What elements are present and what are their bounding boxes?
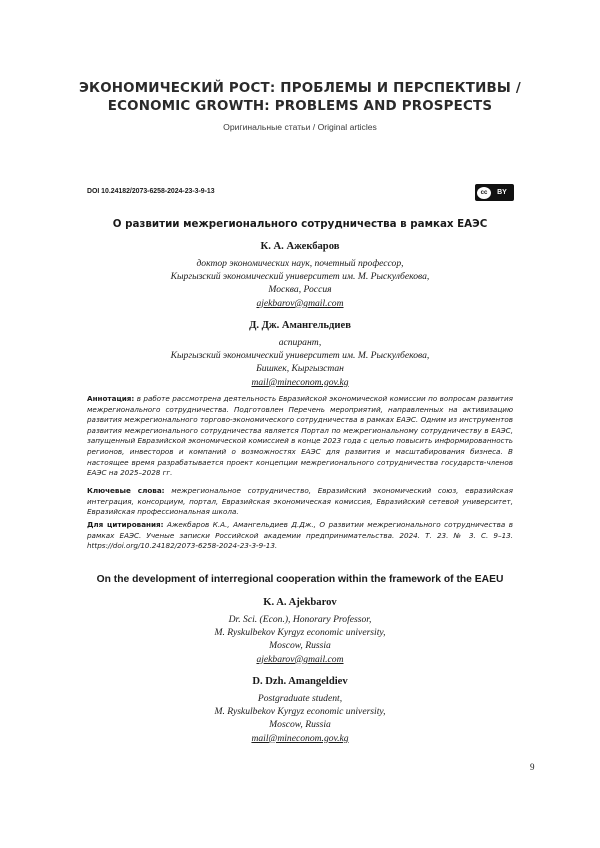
section-title-en: ECONOMIC GROWTH: PROBLEMS AND PROSPECTS [107,99,493,114]
affiliation-line: Бишкек, Кыргызстан [256,363,344,375]
author-affiliation [60,336,540,389]
author-email-link[interactable]: mail@mineconom.gov.kg [251,376,349,388]
doi-link[interactable]: DOI 10.24182/2073-6258-2024-23-3-9-13 [87,188,215,195]
cc-label: cc [477,187,491,199]
author-email-link[interactable]: ajekbarov@gmail.com [256,653,344,665]
article-title-ru: О развитии межрегионального сотрудничества в рамках ЕАЭС [112,218,488,230]
affiliation-line: аспирант, [278,337,322,348]
author-name: K. A. Ajekbarov [263,597,337,608]
citation [87,520,513,552]
author-affiliation [60,257,540,310]
author-name: D. Dzh. Amangeldiev [252,676,348,687]
abstract-label: Аннотация: [87,394,135,403]
abstract [87,394,513,479]
citation-label: Для цитирования: [87,520,164,529]
affiliation-line: Москва, Россия [268,284,332,296]
citation-text: Ажекбаров К.А., Амангельдиев Д.Дж., О развитии межрегионального сотрудничества в рамках ЕАЭС. Ученые записки Российской академии предпринимательства. 2024. Т. 23. № 3. С. 9–13. https://doi.org/10.24182/2073-6258-2024-23-3-9-13. [87,520,513,551]
affiliation-line: M. Ryskulbekov Kyrgyz economic university, [214,706,386,718]
by-label: BY [497,189,507,196]
author-email-link[interactable]: ajekbarov@gmail.com [256,297,344,309]
article-title-en: On the development of interregional cooperation within the framework of the EAEU [96,574,504,585]
section-subtitle: Оригинальные статьи / Original articles [223,122,377,132]
affiliation-line: Postgraduate student, [257,693,343,704]
author-name: Д. Дж. Амангельдиев [249,320,351,331]
author-affiliation [60,613,540,666]
affiliation-line: Dr. Sci. (Econ.), Honorary Professor, [228,614,372,625]
author-name: К. А. Ажекбаров [260,241,340,252]
page-number: 9 [530,762,535,772]
affiliation-line: Кыргызский экономический университет им. М. Рыскулбекова, [170,350,430,362]
affiliation-line: M. Ryskulbekov Kyrgyz economic university, [214,627,386,639]
affiliation-line: Кыргызский экономический университет им. М. Рыскулбекова, [170,271,430,283]
creative-commons-by-icon[interactable] [475,184,514,201]
keywords-label: Ключевые слова: [87,486,165,495]
affiliation-line: доктор экономических наук, почетный профессор, [196,258,404,269]
keywords-text: межрегиональное сотрудничество, Евразийский экономический союз, евразийская интеграция, консорциум, портал, Евразийская экономическая комиссия, Евразийский сетевой университет, Евразийская профессиональная школа. [87,486,513,517]
abstract-text: в работе рассмотрена деятельность Евразийской экономической комиссии по вопросам развития межрегионального сотрудничества. Подготовлен Перечень мероприятий, направленных на активизацию развития межрегионального торгово-экономического сотрудничества в рамках ЕАЭС. Одним из инструментов развития межрегионального сотрудничества является Портал по межрегиональному сотрудничеству в ЕАЭС, запущенный Евразийской экономической комиссией в конце 2023 года с целью повысить информированность регионов, инвесторов и компаний о возможностях ЕАЭС для развития и масштабирования бизнеса. В настоящее время разрабатывается проект концепции межрегионального сотрудничества государств-членов ЕАЭС на 2025–2028 гг. [87,394,513,478]
author-affiliation [60,692,540,745]
affiliation-line: Moscow, Russia [269,719,331,731]
author-email-link[interactable]: mail@mineconom.gov.kg [251,732,349,744]
affiliation-line: Moscow, Russia [269,640,331,652]
section-title-ru: ЭКОНОМИЧЕСКИЙ РОСТ: ПРОБЛЕМЫ И ПЕРСПЕКТИВЫ / [79,81,521,96]
keywords [87,486,513,518]
